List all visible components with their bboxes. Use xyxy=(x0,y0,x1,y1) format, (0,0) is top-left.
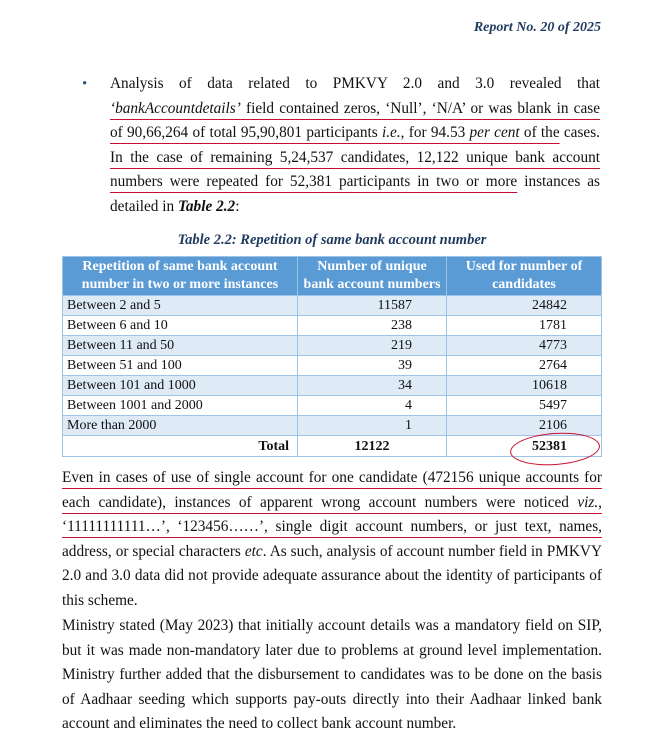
candidates-cell: 4773 xyxy=(447,336,602,356)
table-header-row xyxy=(63,257,602,296)
table-row xyxy=(63,416,602,436)
range-cell: Between 2 and 5 xyxy=(63,296,298,316)
range-cell: Between 51 and 100 xyxy=(63,356,298,376)
table-row xyxy=(63,336,602,356)
table-row xyxy=(63,396,602,416)
table-row xyxy=(63,356,602,376)
candidates-cell: 24842 xyxy=(447,296,602,316)
table-row xyxy=(63,376,602,396)
candidates-cell: 10618 xyxy=(447,376,602,396)
unique-cell: 219 xyxy=(298,336,447,356)
bullet-icon: • xyxy=(82,76,88,92)
candidates-cell: 2106 xyxy=(447,416,602,436)
unique-cell: 11587 xyxy=(298,296,447,316)
column-header: Used for number of candidates xyxy=(447,257,602,296)
unique-cell: 1 xyxy=(298,416,447,436)
range-cell: More than 2000 xyxy=(63,416,298,436)
bullet-paragraph: Analysis of data related to PMKVY 2.0 and 3.0 revealed that ‘bankAccountdetails’ field contained zeros, ‘Null’, ‘N/A’ or was blank in case of 90,66,264 of total 95,90,801 participants i.e., for 94.53 per cent of the cases. In the case of remaining 5,24,537 candidates, 12,122 unique bank account numbers were repeated for 52,381 participants in two or more instances as detailed in Table 2.2: xyxy=(110,75,600,215)
candidates-cell: 5497 xyxy=(447,396,602,416)
unique-cell: 238 xyxy=(298,316,447,336)
repetition-table xyxy=(62,256,602,457)
table-row xyxy=(63,296,602,316)
range-cell: Between 11 and 50 xyxy=(63,336,298,356)
range-cell: Between 101 and 1000 xyxy=(63,376,298,396)
underlined-text: In the case of remaining 5,24,537 candidates, 12,122 unique bank account numbers were repeated for 52,381 participants in two or more xyxy=(110,148,600,190)
paragraph-account-errors: Even in cases of use of single account for one candidate (472156 unique accounts for each candidate), instances of apparent wrong account numbers were noticed viz., ‘11111111111…’, ‘123456……’, single digit account numbers, or just text, names, address, or special characters etc. As such, analysis of account number field in PMKVY 2.0 and 3.0 data did not provide adequate assurance about the identity of participants of this scheme. xyxy=(62,469,602,609)
candidates-cell: 1781 xyxy=(447,316,602,336)
report-number: Report No. 20 of 2025 xyxy=(473,20,601,35)
paragraph-ministry-response: Ministry stated (May 2023) that initially account details was a mandatory field on SIP, but it was made non-mandatory later due to problems at ground level implementation. Ministry further added that the disbursement to candidates was to be done on the basis of Aadhaar seeding which supports pay-outs directly into their Aadhaar linked bank account and eliminates the need to collect bank account number. xyxy=(62,617,602,732)
unique-cell: 34 xyxy=(298,376,447,396)
column-header: Number of unique bank account numbers xyxy=(298,257,447,296)
unique-cell: 4 xyxy=(298,396,447,416)
column-header: Repetition of same bank account number in two or more instances xyxy=(63,257,298,296)
total-unique: 12122 xyxy=(298,436,447,457)
total-candidates: 52381 xyxy=(447,436,602,457)
range-cell: Between 6 and 10 xyxy=(63,316,298,336)
table-title: Table 2.2: Repetition of same bank account number xyxy=(177,232,487,248)
underlined-text: ‘bankAccountdetails’ field contained zeros, ‘Null’, ‘N/A’ or was blank in case of 90,66,264 of total 95,90,801 participants i.e., for 94.53 per cent of the xyxy=(110,99,600,141)
range-cell: Between 1001 and 2000 xyxy=(63,396,298,416)
total-label: Total xyxy=(63,436,298,457)
underlined-text: Even in cases of use of single account for one candidate (472156 unique accounts for each candidate), instances of apparent wrong account numbers were noticed viz., ‘11111111111…’, ‘123456……’, single digit account numbers, or just text, names, xyxy=(62,469,602,535)
candidates-cell: 2764 xyxy=(447,356,602,376)
table-row xyxy=(63,316,602,336)
unique-cell: 39 xyxy=(298,356,447,376)
